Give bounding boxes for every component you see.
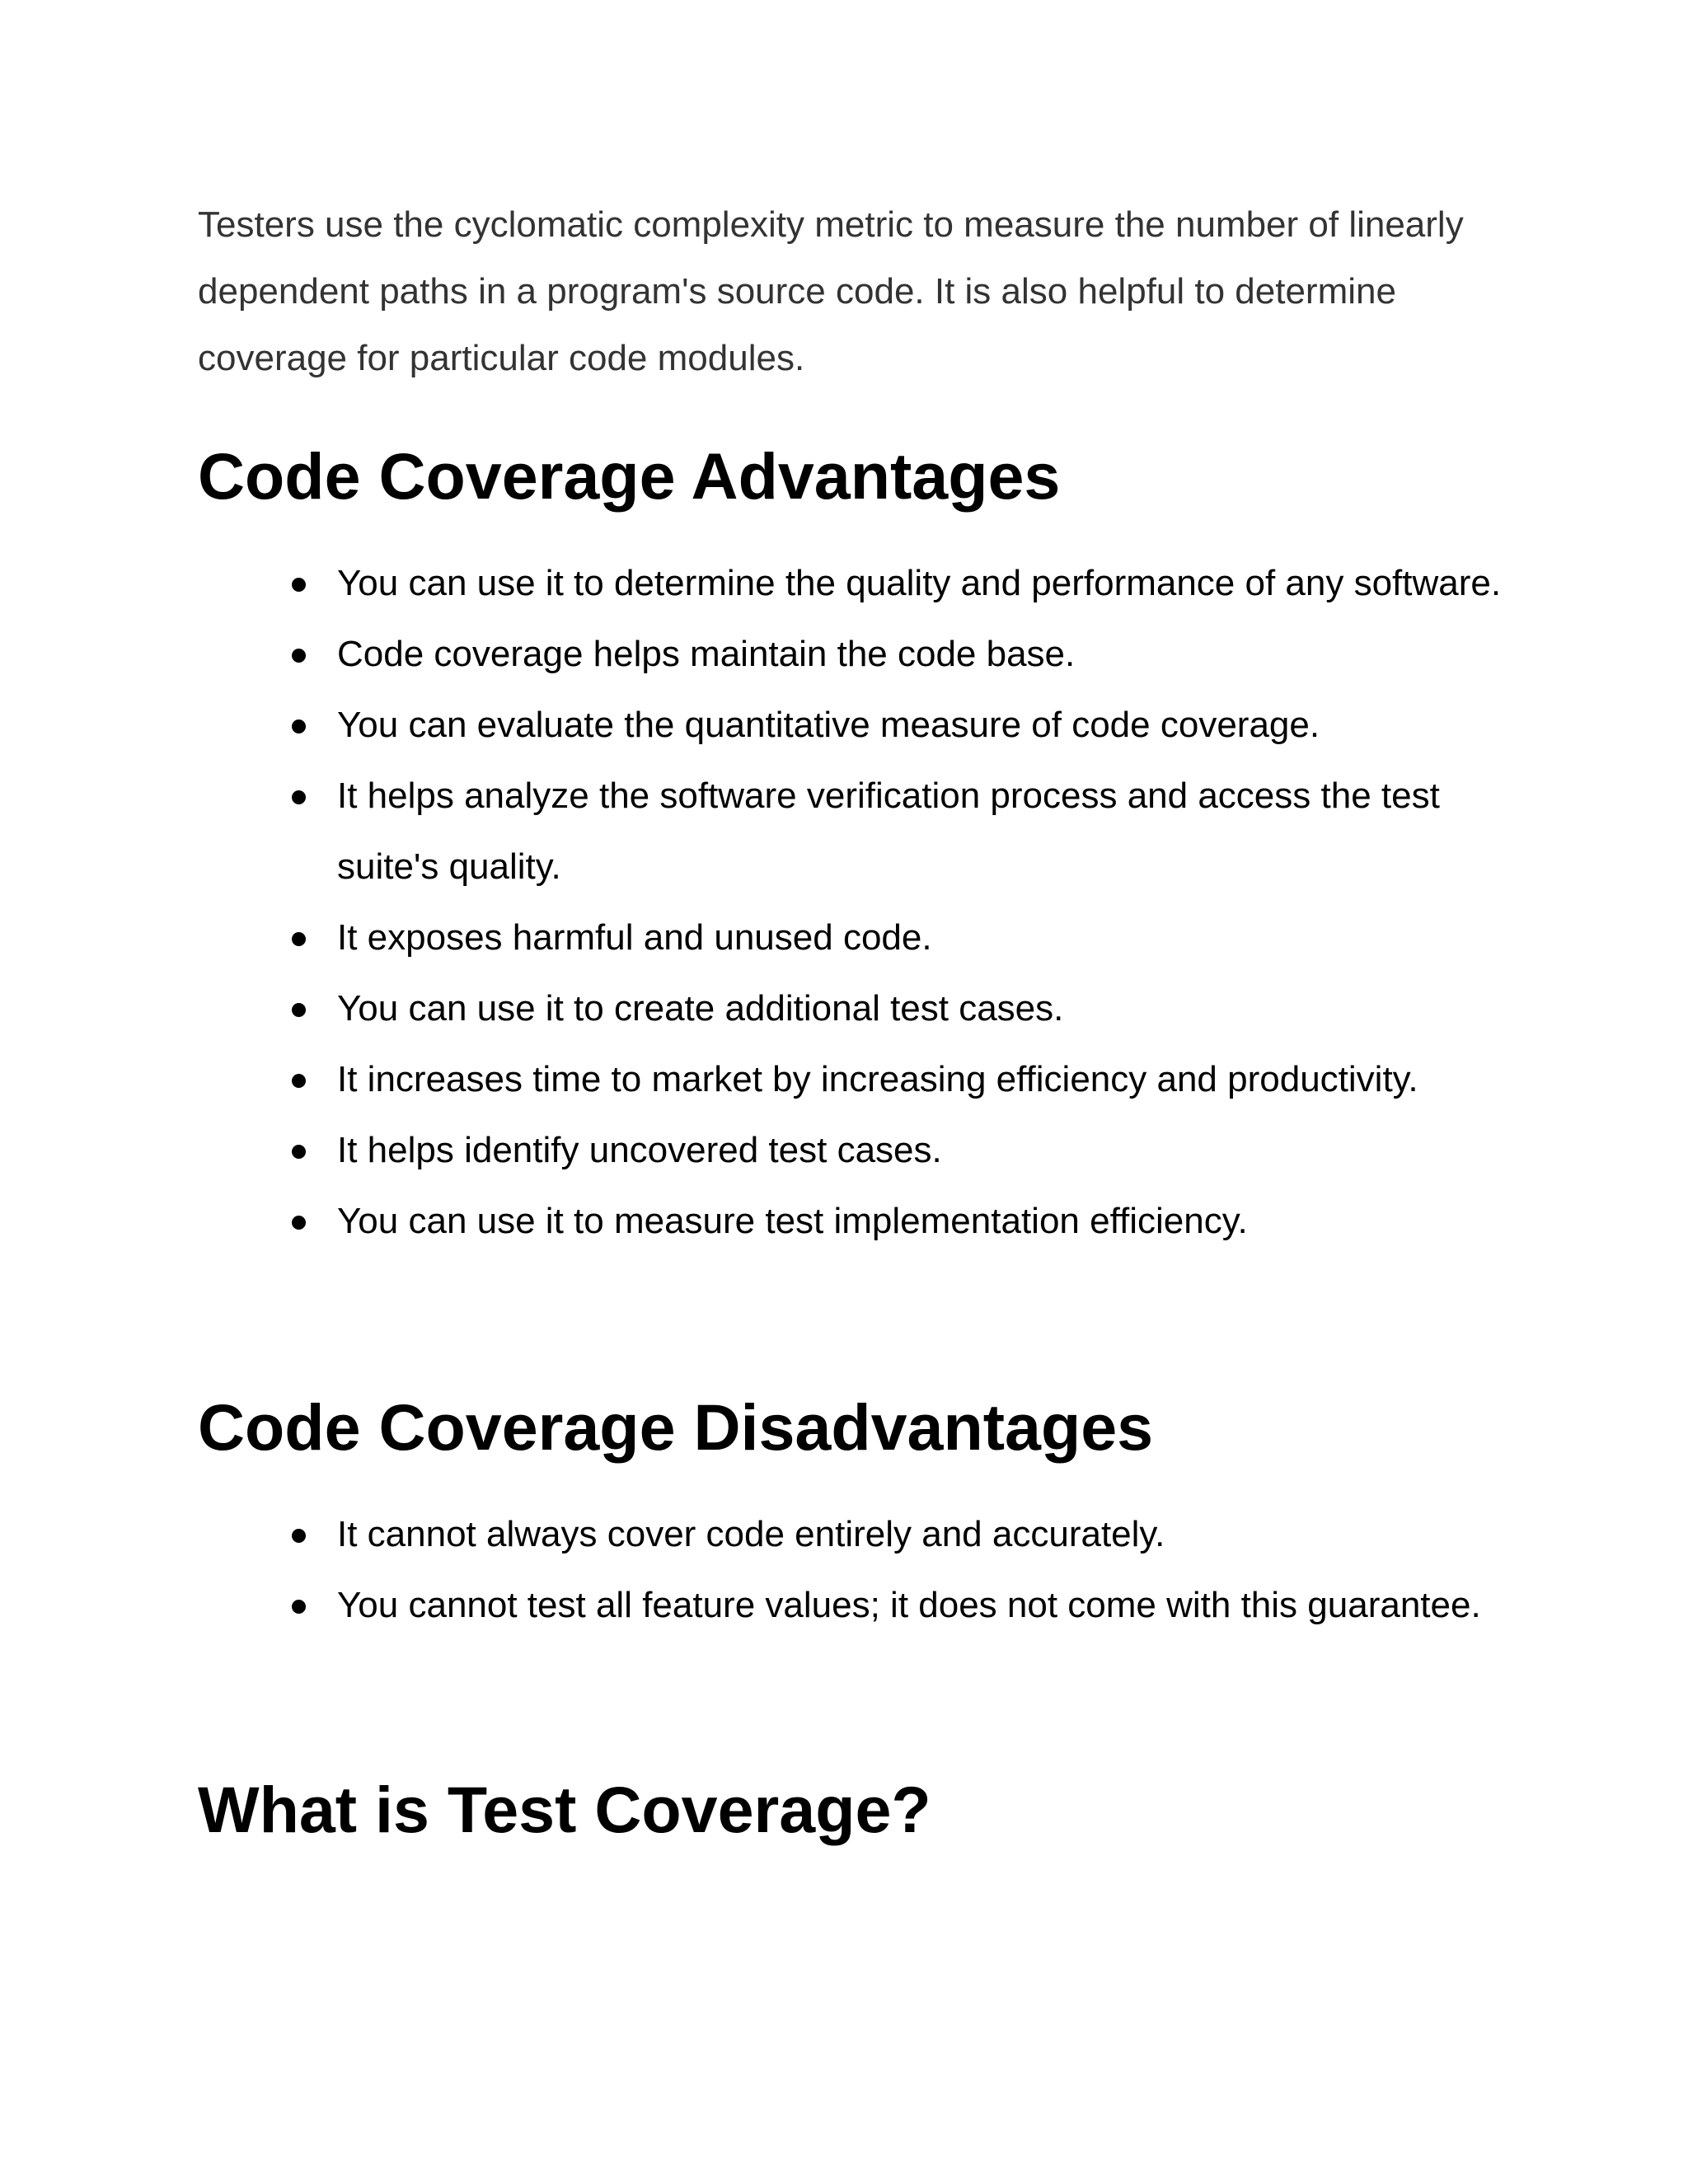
list-item-text: You can use it to measure test implementation efficiency. — [337, 1201, 1248, 1241]
intro-paragraph: Testers use the cyclomatic complexity metric to measure the number of linearly dependent paths in a program's source code. It is also helpful to determine coverage for particular code modules. — [198, 204, 1464, 378]
list-item-text: It helps identify uncovered test cases. — [337, 1130, 942, 1170]
list-item — [198, 548, 1517, 619]
bullet-icon — [292, 578, 306, 592]
list-item — [198, 1044, 1517, 1115]
bullet-icon — [292, 1529, 306, 1543]
bullet-icon — [292, 1600, 306, 1614]
bullet-icon — [292, 1074, 306, 1088]
bullet-icon — [292, 1216, 306, 1230]
list-item-text: It exposes harmful and unused code. — [337, 917, 932, 958]
list-item-text: It increases time to market by increasing efficiency and productivity. — [337, 1059, 1418, 1099]
list-item — [198, 761, 1517, 902]
bullet-icon — [292, 719, 306, 733]
list-item-text: You can use it to create additional test cases. — [337, 988, 1064, 1029]
list-item-text: You can evaluate the quantitative measure of code coverage. — [337, 705, 1320, 745]
list-item-text: It cannot always cover code entirely and accurately. — [337, 1514, 1165, 1554]
bullet-icon — [292, 1145, 306, 1159]
advantages-list — [198, 548, 1517, 1257]
list-item — [198, 1115, 1517, 1186]
list-item-text: You can use it to determine the quality and performance of any software. — [337, 563, 1502, 603]
list-item — [198, 1570, 1517, 1641]
list-item — [198, 690, 1517, 761]
list-item — [198, 902, 1517, 973]
bullet-icon — [292, 1003, 306, 1017]
list-item-text: Code coverage helps maintain the code base. — [337, 634, 1076, 674]
list-item — [198, 1186, 1517, 1257]
list-item — [198, 619, 1517, 690]
list-item — [198, 1499, 1517, 1570]
bullet-icon — [292, 790, 306, 804]
disadvantages-heading: Code Coverage Disadvantages — [198, 1390, 1154, 1464]
bullet-icon — [292, 649, 306, 663]
list-item-text: It helps analyze the software verification process and access the test suite's quality. — [337, 776, 1440, 887]
advantages-heading: Code Coverage Advantages — [198, 439, 1061, 513]
list-item — [198, 973, 1517, 1044]
list-item-text: You cannot test all feature values; it does not come with this guarantee. — [337, 1585, 1481, 1625]
test-coverage-heading: What is Test Coverage? — [198, 1773, 931, 1846]
bullet-icon — [292, 932, 306, 946]
disadvantages-list — [198, 1499, 1517, 1641]
